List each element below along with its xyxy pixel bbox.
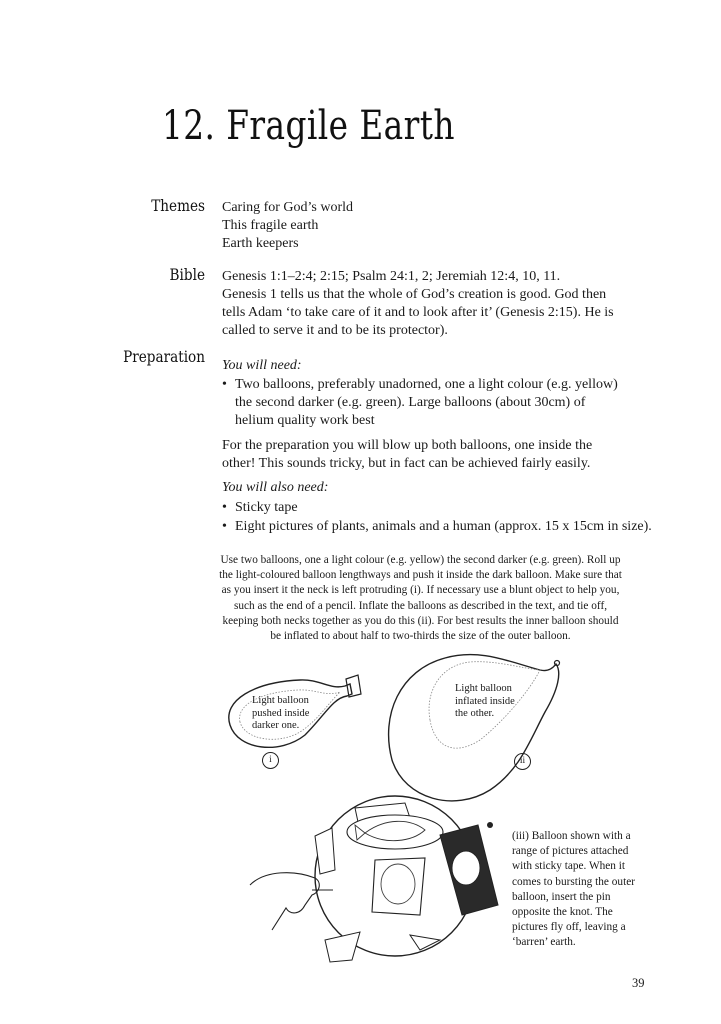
bible-label: Bible [169,265,205,284]
fish-picture [347,815,443,849]
need-list [222,376,618,430]
theme-item: This fragile earth [222,218,319,233]
pin-icon [487,822,493,828]
need-heading-text: You will need: [222,358,302,373]
also-need-list-2 [222,518,652,536]
picture-sheet [410,935,440,950]
also-need-list [222,499,618,517]
page-title: 12. Fragile Earth [162,103,455,149]
picture-sheet [325,932,360,962]
preparation-paragraph-block [222,437,618,473]
balloon-ii-marker: ii [514,753,531,770]
also-need-heading-text: You will also need: [222,480,329,495]
theme-item: Earth keepers [222,236,299,251]
also-need-heading [222,479,618,497]
balloon-i-marker: i [262,752,279,769]
also-need-item: • Sticky tape [222,499,618,517]
balloon-i-neck [346,675,361,697]
need-heading [222,357,618,375]
figure-caption: Use two balloons, one a light colour (e.g. yellow) the second darker (e.g. green). Roll up the light-coloured balloon lengthways and push it inside the dark balloon. Make sure that as you insert it the neck is left protruding (i). If necessary use a blunt object to help you, such as the end of a pencil. Inflate the balloons as described in the text, and tie off, keeping both necks together as you do this (ii). For best results the inner balloon should be inflated to about half to two-thirds the size of the outer balloon. [219,554,622,643]
also-need-item: • Eight pictures of plants, animals and a human (approx. 15 x 15cm in size). [222,518,632,536]
fish-icon [355,821,425,840]
hand-icon [250,873,319,930]
picture-sheet [355,803,410,822]
bible-references: Genesis 1:1–2:4; 2:15; Psalm 24:1, 2; Jeremiah 12:4, 10, 11. [222,269,561,284]
orangutan-picture [440,825,498,915]
themes-label: Themes [151,196,205,215]
meerkat-icon [381,864,415,904]
page-number: 39 [632,976,645,990]
picture-sheet [315,828,335,874]
theme-item: Caring for God’s world [222,200,354,215]
bible-section [222,268,618,340]
need-item: • Two balloons, preferably unadorned, one a light colour (e.g. yellow) the second darker (e.g. green). Large balloons (about 30cm) of helium quality work best [222,376,618,430]
preparation-paragraph: For the preparation you will blow up both balloons, one inside the other! This sounds tricky, but in fact can be achieved fairly easily. [222,438,593,471]
balloon-iii-body [315,796,475,956]
bible-text: Genesis 1 tells us that the whole of God’s creation is good. God then tells Adam ‘to take care of it and to look after it’ (Genesis 2:15). He is called to serve it and to be its protector). [222,287,614,338]
balloon-ii-knot [555,661,560,666]
preparation-label: Preparation [123,347,205,366]
balloon-ii-outline [389,655,559,801]
balloon-i-label: Light balloon pushed inside darker one. [252,695,310,731]
balloon-iii-caption: (iii) Balloon shown with a range of pictures attached with sticky tape. When it comes to bursting the outer balloon, insert the pin opposite the knot. The pictures fly off, leaving a ‘barren’ earth. [512,830,635,949]
themes-list [222,199,618,253]
orangutan-icon [452,851,480,885]
balloon-ii-label: Light balloon inflated inside the other. [455,683,515,719]
meerkat-picture [372,858,425,915]
